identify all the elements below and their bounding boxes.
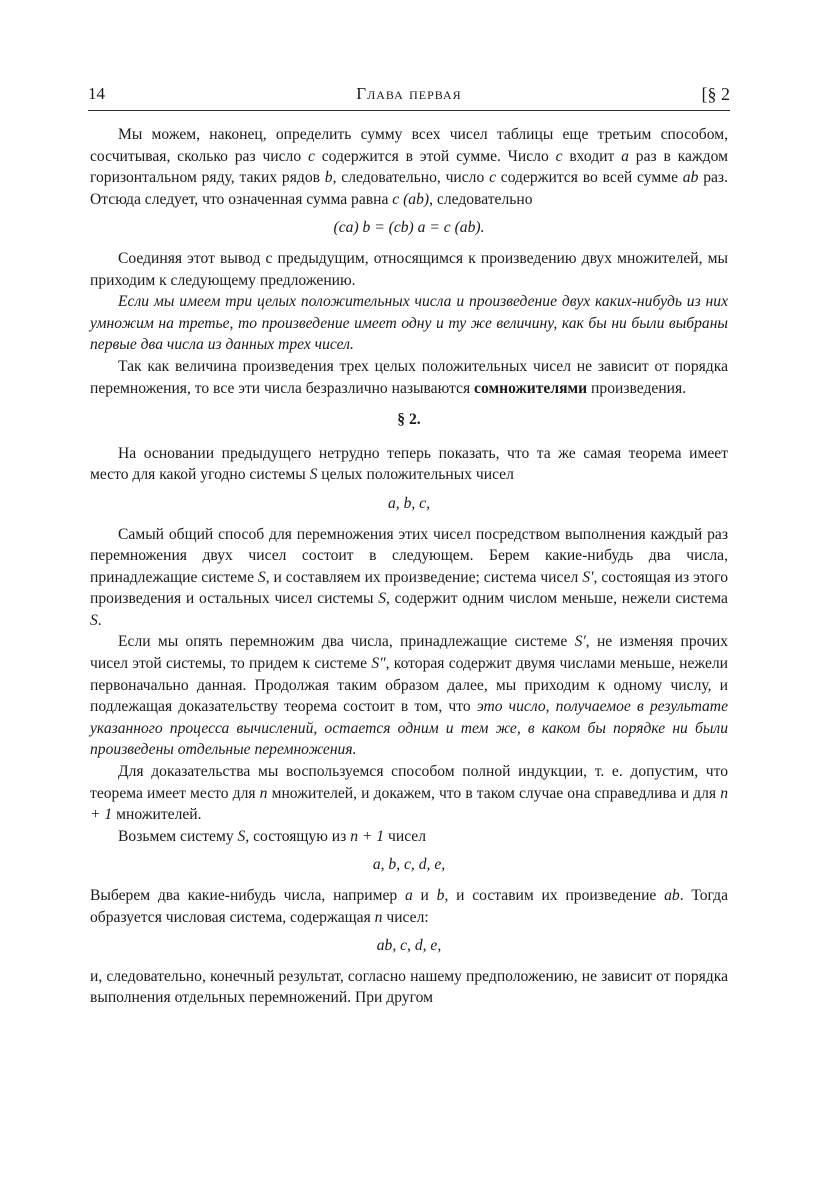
equation-abc: a, b, c, — [387, 494, 430, 512]
paragraph-sum-third-method: Мы можем, наконец, определить сумму всех чисел таблицы еще третьим способом, сосчитывая, сколько раз число c содержится в этой сумме. Число c входит a раз в каждом горизонтальном ряду, таких рядов b, следовательно, число c содержится во всей сумме ab раз. Отсюда следует, что означенная сумма равна c (ab), следовательно — [90, 126, 728, 208]
section-title: § 2. — [397, 411, 421, 429]
paragraph-combining: Соединяя этот вывод с предыдущим, относящимся к произведению двух множителей, мы приходим к следующему предложению. — [90, 249, 728, 289]
page-number: 14 — [88, 84, 105, 103]
chapter-title: Глава первая — [356, 84, 462, 103]
paragraph-repeat-multiplication: Если мы опять перемножим два числа, принадлежащие системе S′, не изменяя прочих чисел этой системы, то придем к системе S″, которая содержит двумя числами меньше, нежели первоначально данная. Продолжая таким образом далее, мы приходим к одному числу, и подлежащая доказательству теорема состоит в том, что это число, получаемое в результате указанного процесса вычислений, остается одним и тем же, в каком бы порядке ни были произведены отдельные перемножения. — [90, 633, 729, 759]
equation-abcde: a, b, c, d, e, — [372, 856, 446, 874]
paragraph-system-s: На основании предыдущего нетрудно теперь показать, что та же самая теорема имеет место для какой угодно системы S целых положительных чисел — [90, 444, 728, 484]
paragraph-general-method: Самый общий способ для перемножения этих чисел посредством выполнения каждый раз перемножения двух чисел состоит в следующем. Берем какие-нибудь два числа, принадлежащие системе S, и составляем их произведение; система чисел S′, состоящая из этого произведения и остальных чисел системы S, содержит одним числом меньше, нежели система S. — [90, 525, 728, 629]
section-reference: [§ 2 — [701, 84, 730, 104]
paragraph-conclusion: и, следовательно, конечный результат, согласно нашему предположению, не зависит от порядка выполнения отдельных перемножений. При другом — [90, 967, 728, 1007]
header-rule — [88, 110, 730, 111]
equation-ab-cde: ab, c, d, e, — [376, 937, 442, 955]
theorem-statement: Если мы имеем три целых положительных числа и произведение двух каких-нибудь из них умножим на третье, то произведение имеет одну и ту же величину, как бы ни были выбраны первые два числа из данных трех чисел. — [90, 293, 728, 354]
paragraph-factors: Так как величина произведения трех целых положительных чисел не зависит от порядка перемножения, то все эти числа безразлично называются сомножителями произведения. — [90, 357, 728, 397]
paragraph-induction: Для доказательства мы воспользуемся способом полной индукции, т. е. допустим, что теорема имеет место для n множителей, и докажем, что в таком случае она справедлива и для n + 1 множителей. — [90, 763, 728, 824]
equation-associativity: (ca) b = (cb) a = c (ab). — [333, 219, 485, 237]
paragraph-take-system: Возьмем систему S, состоящую из n + 1 чисел — [118, 827, 427, 845]
page-body — [90, 124, 728, 1009]
running-header — [88, 84, 730, 106]
paragraph-choose-two: Выберем два какие-нибудь числа, например a и b, и составим их произведение ab. Тогда образуется числовая система, содержащая n чисел: — [90, 887, 728, 926]
